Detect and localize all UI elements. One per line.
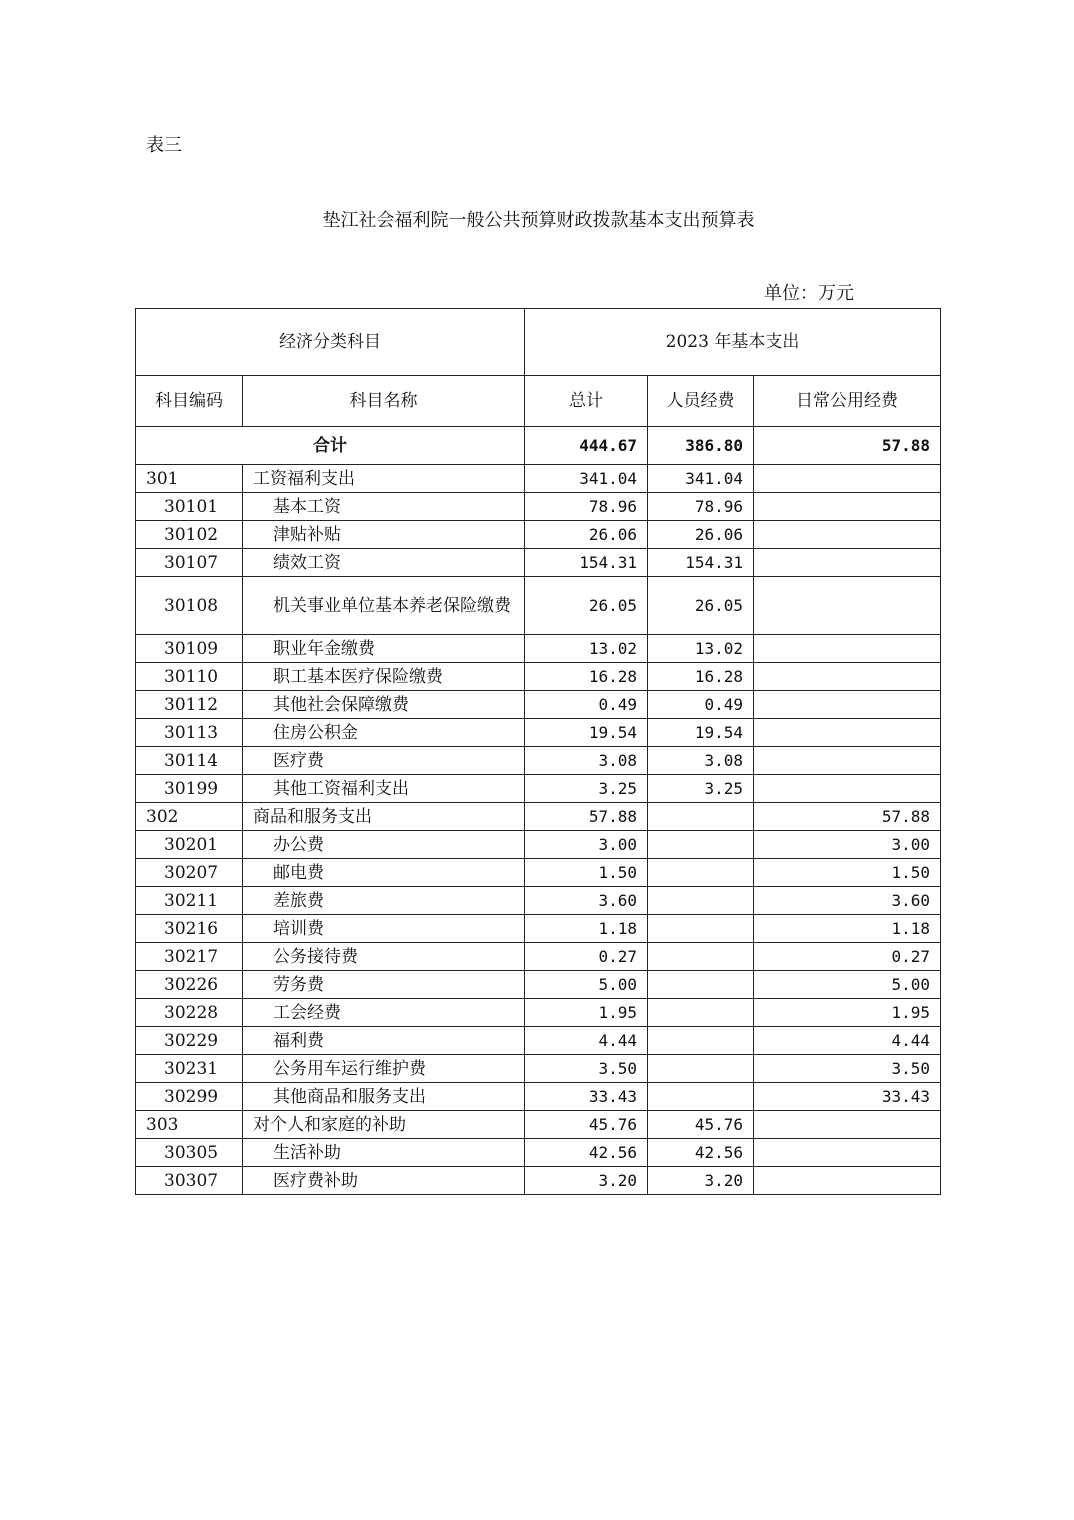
table-row <box>136 747 941 775</box>
table-row <box>136 549 941 577</box>
table-row <box>136 1083 941 1111</box>
total-cell: 3.00 <box>525 831 648 859</box>
public-cell <box>754 691 941 719</box>
subject-name-cell: 医疗费 <box>243 747 525 775</box>
subject-name-cell: 差旅费 <box>243 887 525 915</box>
personnel-cell <box>648 803 754 831</box>
table-row <box>136 831 941 859</box>
total-personnel: 386.80 <box>648 427 754 465</box>
total-public: 57.88 <box>754 427 941 465</box>
subject-code-cell: 30216 <box>136 915 243 943</box>
subject-code-cell: 30199 <box>136 775 243 803</box>
subject-name-cell: 住房公积金 <box>243 719 525 747</box>
personnel-cell: 26.06 <box>648 521 754 549</box>
subject-code-cell: 30228 <box>136 999 243 1027</box>
total-cell: 78.96 <box>525 493 648 521</box>
table-row <box>136 859 941 887</box>
total-cell: 26.05 <box>525 577 648 635</box>
subject-name-cell: 其他商品和服务支出 <box>243 1083 525 1111</box>
subject-code-cell: 30102 <box>136 521 243 549</box>
subject-code-cell: 30229 <box>136 1027 243 1055</box>
subject-code-cell: 302 <box>136 803 243 831</box>
public-cell <box>754 635 941 663</box>
budget-table-body <box>136 309 941 1195</box>
table-row <box>136 493 941 521</box>
subject-name-cell: 其他工资福利支出 <box>243 775 525 803</box>
public-cell <box>754 747 941 775</box>
total-cell: 0.27 <box>525 943 648 971</box>
subject-name-cell: 生活补助 <box>243 1139 525 1167</box>
table-row <box>136 719 941 747</box>
personnel-cell: 154.31 <box>648 549 754 577</box>
personnel-cell: 45.76 <box>648 1111 754 1139</box>
public-cell: 0.27 <box>754 943 941 971</box>
header-public-expense: 日常公用经费 <box>754 376 941 427</box>
public-cell <box>754 663 941 691</box>
public-cell <box>754 493 941 521</box>
public-cell: 1.95 <box>754 999 941 1027</box>
document-title: 垫江社会福利院一般公共预算财政拨款基本支出预算表 <box>322 210 755 231</box>
public-cell <box>754 465 941 493</box>
table-row <box>136 635 941 663</box>
public-cell: 3.50 <box>754 1055 941 1083</box>
public-cell: 3.00 <box>754 831 941 859</box>
personnel-cell: 19.54 <box>648 719 754 747</box>
table-row <box>136 803 941 831</box>
public-cell <box>754 1111 941 1139</box>
total-row <box>136 427 941 465</box>
total-cell: 33.43 <box>525 1083 648 1111</box>
subject-code-cell: 30101 <box>136 493 243 521</box>
header-personnel-expense: 人员经费 <box>648 376 754 427</box>
total-cell: 13.02 <box>525 635 648 663</box>
total-cell: 3.20 <box>525 1167 648 1195</box>
subject-code-cell: 30107 <box>136 549 243 577</box>
table-row <box>136 663 941 691</box>
public-cell: 3.60 <box>754 887 941 915</box>
personnel-cell <box>648 943 754 971</box>
total-cell: 341.04 <box>525 465 648 493</box>
subject-name-cell: 办公费 <box>243 831 525 859</box>
header-group-row <box>136 309 941 376</box>
personnel-cell <box>648 971 754 999</box>
subject-name-cell: 培训费 <box>243 915 525 943</box>
unit-label: 单位：万元 <box>764 283 854 304</box>
personnel-cell <box>648 831 754 859</box>
subject-code-cell: 30211 <box>136 887 243 915</box>
subject-name-cell: 福利费 <box>243 1027 525 1055</box>
subject-name-cell: 邮电费 <box>243 859 525 887</box>
total-cell: 3.25 <box>525 775 648 803</box>
public-cell: 33.43 <box>754 1083 941 1111</box>
public-cell <box>754 775 941 803</box>
personnel-cell: 0.49 <box>648 691 754 719</box>
total-cell: 3.08 <box>525 747 648 775</box>
subject-code-cell: 30110 <box>136 663 243 691</box>
total-cell: 1.50 <box>525 859 648 887</box>
personnel-cell: 13.02 <box>648 635 754 663</box>
subject-name-cell: 工会经费 <box>243 999 525 1027</box>
public-cell <box>754 577 941 635</box>
public-cell <box>754 549 941 577</box>
subject-name-cell: 基本工资 <box>243 493 525 521</box>
total-cell: 0.49 <box>525 691 648 719</box>
table-row <box>136 999 941 1027</box>
table-row <box>136 465 941 493</box>
subject-code-cell: 30217 <box>136 943 243 971</box>
subject-name-cell: 劳务费 <box>243 971 525 999</box>
personnel-cell <box>648 887 754 915</box>
subject-name-cell: 工资福利支出 <box>243 465 525 493</box>
public-cell <box>754 521 941 549</box>
subject-code-cell: 30109 <box>136 635 243 663</box>
header-total: 总计 <box>525 376 648 427</box>
table-row <box>136 971 941 999</box>
personnel-cell <box>648 999 754 1027</box>
personnel-cell: 78.96 <box>648 493 754 521</box>
public-cell <box>754 1167 941 1195</box>
subject-code-cell: 30112 <box>136 691 243 719</box>
subject-code-cell: 303 <box>136 1111 243 1139</box>
personnel-cell: 26.05 <box>648 577 754 635</box>
total-cell: 1.95 <box>525 999 648 1027</box>
total-cell: 3.60 <box>525 887 648 915</box>
public-cell: 1.50 <box>754 859 941 887</box>
subject-code-cell: 30201 <box>136 831 243 859</box>
budget-table <box>135 308 941 1195</box>
total-cell: 26.06 <box>525 521 648 549</box>
total-cell: 16.28 <box>525 663 648 691</box>
total-cell: 1.18 <box>525 915 648 943</box>
table-row <box>136 915 941 943</box>
subject-code-cell: 30307 <box>136 1167 243 1195</box>
table-row <box>136 1055 941 1083</box>
subject-code-cell: 30114 <box>136 747 243 775</box>
table-row <box>136 691 941 719</box>
table-label: 表三 <box>146 135 182 156</box>
subject-name-cell: 津贴补贴 <box>243 521 525 549</box>
public-cell: 57.88 <box>754 803 941 831</box>
total-cell: 3.50 <box>525 1055 648 1083</box>
subject-code-cell: 30305 <box>136 1139 243 1167</box>
total-amount: 444.67 <box>525 427 648 465</box>
public-cell <box>754 1139 941 1167</box>
public-cell: 1.18 <box>754 915 941 943</box>
public-cell: 5.00 <box>754 971 941 999</box>
subject-name-cell: 职工基本医疗保险缴费 <box>243 663 525 691</box>
subject-code-cell: 30207 <box>136 859 243 887</box>
total-cell: 19.54 <box>525 719 648 747</box>
public-cell: 4.44 <box>754 1027 941 1055</box>
personnel-cell: 3.25 <box>648 775 754 803</box>
personnel-cell: 3.20 <box>648 1167 754 1195</box>
public-cell <box>754 719 941 747</box>
header-year-basic-expenditure: 2023 年基本支出 <box>525 309 941 376</box>
table-row <box>136 943 941 971</box>
subject-code-cell: 30231 <box>136 1055 243 1083</box>
table-row <box>136 887 941 915</box>
total-label: 合计 <box>136 427 525 465</box>
subject-name-cell: 商品和服务支出 <box>243 803 525 831</box>
subject-name-cell: 绩效工资 <box>243 549 525 577</box>
table-row <box>136 1139 941 1167</box>
subject-name-cell: 其他社会保障缴费 <box>243 691 525 719</box>
subject-name-cell: 医疗费补助 <box>243 1167 525 1195</box>
total-cell: 5.00 <box>525 971 648 999</box>
personnel-cell: 341.04 <box>648 465 754 493</box>
total-cell: 154.31 <box>525 549 648 577</box>
subject-name-cell: 公务接待费 <box>243 943 525 971</box>
personnel-cell <box>648 1083 754 1111</box>
personnel-cell <box>648 859 754 887</box>
personnel-cell <box>648 915 754 943</box>
subject-code-cell: 30108 <box>136 577 243 635</box>
table-row <box>136 577 941 635</box>
table-row <box>136 1111 941 1139</box>
header-subject-code: 科目编码 <box>136 376 243 427</box>
header-subject-name: 科目名称 <box>243 376 525 427</box>
table-row <box>136 521 941 549</box>
subject-code-cell: 30113 <box>136 719 243 747</box>
table-row <box>136 775 941 803</box>
subject-name-cell: 对个人和家庭的补助 <box>243 1111 525 1139</box>
personnel-cell <box>648 1027 754 1055</box>
total-cell: 57.88 <box>525 803 648 831</box>
personnel-cell: 3.08 <box>648 747 754 775</box>
subject-name-cell: 机关事业单位基本养老保险缴费 <box>243 577 525 635</box>
header-column-row <box>136 376 941 427</box>
personnel-cell <box>648 1055 754 1083</box>
personnel-cell: 42.56 <box>648 1139 754 1167</box>
table-row <box>136 1167 941 1195</box>
total-cell: 45.76 <box>525 1111 648 1139</box>
subject-name-cell: 公务用车运行维护费 <box>243 1055 525 1083</box>
subject-code-cell: 30299 <box>136 1083 243 1111</box>
subject-name-cell: 职业年金缴费 <box>243 635 525 663</box>
subject-code-cell: 30226 <box>136 971 243 999</box>
subject-code-cell: 301 <box>136 465 243 493</box>
personnel-cell: 16.28 <box>648 663 754 691</box>
header-economic-classification: 经济分类科目 <box>136 309 525 376</box>
total-cell: 4.44 <box>525 1027 648 1055</box>
table-row <box>136 1027 941 1055</box>
total-cell: 42.56 <box>525 1139 648 1167</box>
